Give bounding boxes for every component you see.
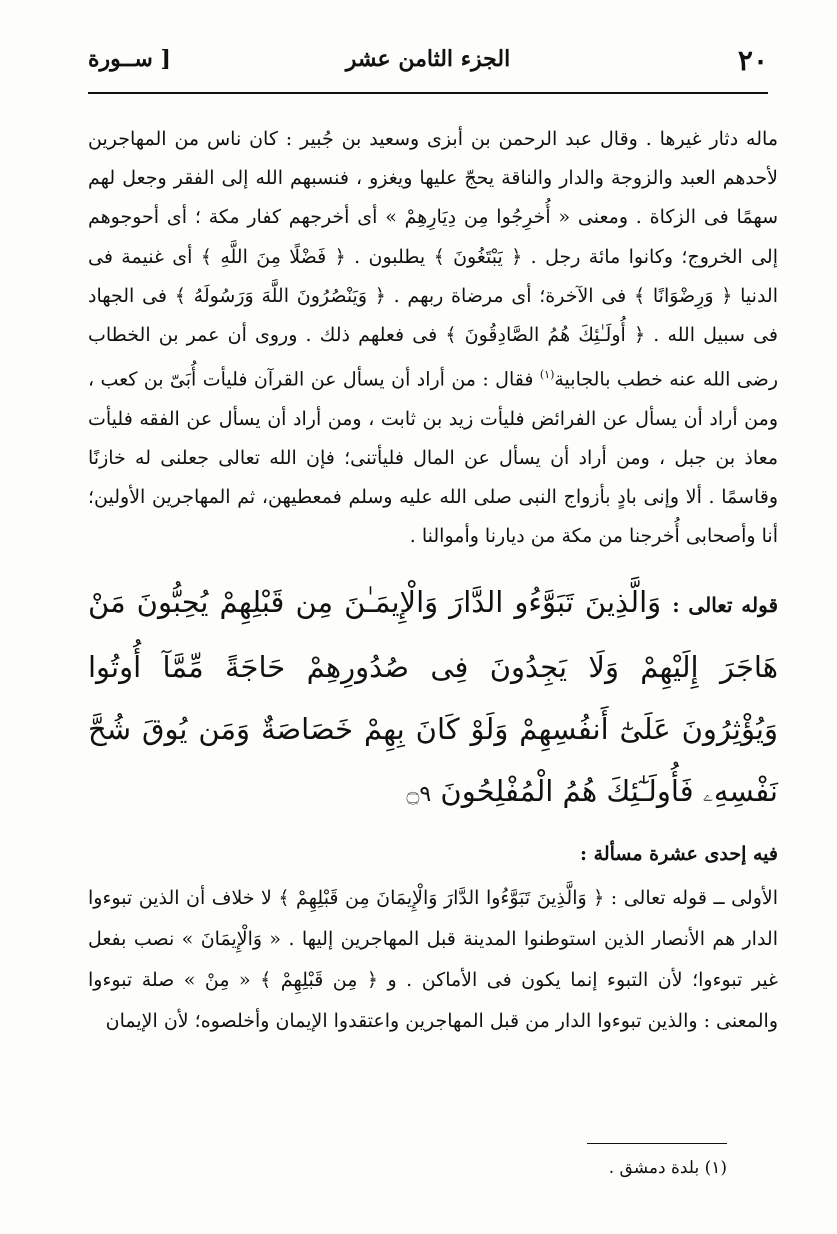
footnote-reference: (١) (539, 368, 555, 382)
section-heading: فيه إحدى عشرة مسألة : (580, 842, 778, 865)
verse-text: وَالَّذِينَ تَبَوَّءُو الدَّارَ وَالْإِيمَـٰنَ مِن قَبْلِهِمْ يُحِبُّونَ مَنْ هَاجَرَ إِلَيْهِمْ وَلَا يَجِدُونَ فِى صُدُورِهِمْ حَاجَةً مِّمَّآ أُوتُوا وَيُؤْثِرُونَ عَلَىٰٓ أَنفُسِهِمْ وَلَوْ كَانَ بِهِمْ خَصَاصَةٌ وَمَن يُوقَ شُحَّ نَفْسِهِۦ فَأُولَـٰٓئِكَ هُمُ الْمُفْلِحُونَ (88, 584, 778, 808)
page-header (88, 40, 768, 90)
commentary-paragraph (88, 120, 778, 557)
verse-number-icon: ۝٩ (406, 781, 432, 807)
header-divider (88, 92, 768, 94)
commentary-text: ماله دثار غيرها . وقال عبد الرحمن بن أبزى وسعيد بن جُبير : كان ناس من المهاجرين لأحدهم العبد والزوجة والدار والناقة يحجّ عليها ويغزو ، فنسبهم الله إلى الفقر وجعل لهم سهمًا فى الزكاة . ومعنى « أُخرِجُوا مِن دِيَارِهِمْ » أى أخرجهم كفار مكة ؛ أى أحوجوهم إلى الخروج؛ وكانوا مائة رجل . ﴿ يَبْتَغُونَ ﴾ يطلبون . ﴿ فَضْلًا مِنَ اللَّهِ ﴾ أى غنيمة فى الدنيا ﴿ وَرِضْوَانًا ﴾ فى الآخرة؛ أى مرضاة ربهم . ﴿ وَيَنْصُرُونَ اللَّهَ وَرَسُولَهُ ﴾ فى الجهاد فى سبيل الله . ﴿ أُولَـٰئِكَ هُمُ الصَّادِقُونَ ﴾ فى فعلهم ذلك . وروى أن عمر بن الخطاب رضى الله عنه خطب بالجابية (88, 128, 778, 391)
quran-verse (88, 571, 778, 826)
footnote-divider (587, 1143, 727, 1144)
verse-label: قوله تعالى : (672, 592, 779, 617)
page-number: ٢٠ (737, 44, 768, 77)
page-content (88, 120, 778, 1042)
surah-label: [ ســورة (88, 46, 171, 72)
footnote: (١) بلدة دمشق . (608, 1158, 727, 1178)
first-issue-paragraph: الأولى ــ قوله تعالى : ﴿ وَالَّذِينَ تَبَوَّءُوا الدَّارَ وَالْإِيمَانَ مِن قَبْلِهِمْ ﴾ لا خلاف أن الذين تبوءوا الدار هم الأنصار الذين استوطنوا المدينة قبل المهاجرين إليها . « وَالْإِيمَانَ » نصب بفعل غير تبوءوا؛ لأن التبوء إنما يكون فى الأماكن . و ﴿ مِن قَبْلِهِمْ ﴾ « مِنْ » صلة تبوءوا والمعنى : والذين تبوءوا الدار من قبل المهاجرين واعتقدوا الإيمان وأخلصوه؛ لأن الإيمان (88, 886, 778, 1032)
running-head: الجزء الثامن عشر (345, 46, 511, 72)
commentary-text-continued: فقال : من أراد أن يسأل عن القرآن فليأت أُبَىّ بن كعب ، ومن أراد أن يسأل عن الفرائض فليأت زيد بن ثابت ، ومن أراد أن يسأل عن الفقه فليأت معاذ بن جبل ، ومن أراد أن يسأل عن المال فليأتنى؛ فإن الله تعالى جعلنى له خازنًا وقاسمًا . ألا وإنى بادٍ بأزواج النبى صلى الله عليه وسلم فمعطيهن، ثم المهاجرين الأولين؛ أنا وأصحابى أُخرجنا من مكة من ديارنا وأموالنا . (88, 368, 778, 548)
